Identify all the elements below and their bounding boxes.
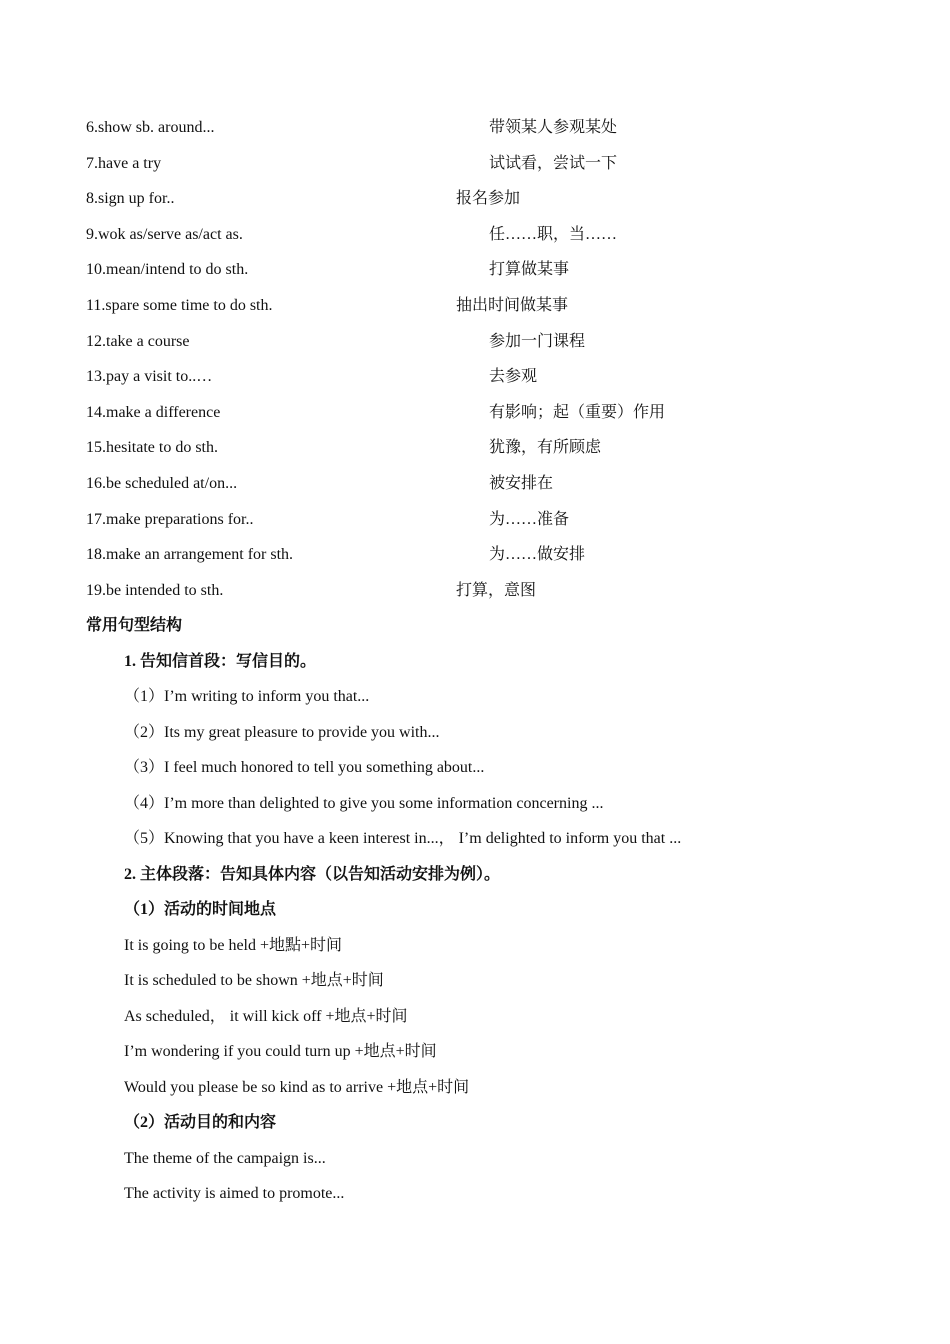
part1-item: （3）I feel much honored to tell you something about... (124, 759, 485, 776)
phrase-english: 18.make an arrangement for sth. (86, 546, 294, 564)
phrase-chinese: 参加一门课程 (489, 332, 586, 350)
part1-heading: 1. 告知信首段：写信目的。 (124, 652, 317, 670)
phrase-row (86, 110, 846, 146)
phrase-english: 14.make a difference (86, 403, 221, 421)
part1-item: （4）I’m more than delighted to give you some information concerning ... (124, 794, 604, 812)
phrase-row (86, 537, 846, 573)
subsection1-item: I’m wondering if you could turn up +地点+时间 (124, 1043, 437, 1060)
phrase-row (86, 181, 846, 217)
phrase-row (86, 573, 846, 609)
phrase-english: 10.mean/intend to do sth. (86, 261, 249, 279)
phrase-english: 12.take a course (86, 332, 190, 350)
phrase-row (86, 395, 846, 431)
phrase-chinese: 抽出时间做某事 (456, 296, 569, 314)
phrase-row (86, 359, 846, 395)
phrase-english: 19.be intended to sth. (86, 581, 224, 599)
phrase-english: 15.hesitate to do sth. (86, 439, 218, 457)
phrase-row (86, 502, 846, 538)
phrase-english: 13.pay a visit to..… (86, 368, 213, 386)
phrase-chinese: 打算，意图 (456, 581, 537, 599)
sentence-patterns-section (86, 608, 886, 1212)
part2-heading: 2. 主体段落：告知具体内容（以告知活动安排为例）。 (124, 865, 501, 883)
phrase-chinese: 带领某人参观某处 (489, 119, 618, 136)
subsection2-item: The theme of the campaign is... (124, 1149, 326, 1167)
phrase-row (86, 288, 846, 324)
phrase-chinese: 为……准备 (489, 510, 570, 528)
subsection1-item: As scheduled， it will kick off +地点+时间 (124, 1007, 408, 1025)
phrase-row (86, 252, 846, 288)
phrase-english: 6.show sb. around... (86, 119, 215, 136)
subsection1-item: It is scheduled to be shown +地点+时间 (124, 972, 384, 989)
phrase-chinese: 被安排在 (489, 474, 554, 492)
part1-item: （5）Knowing that you have a keen interest in...， I’m delighted to inform you that ... (124, 830, 682, 847)
part1-item: （2）Its my great pleasure to provide you with... (124, 723, 440, 741)
phrase-english: 8.sign up for.. (86, 190, 175, 208)
subsection2-item: The activity is aimed to promote... (124, 1185, 345, 1202)
subsection2-heading: （2）活动目的和内容 (124, 1114, 277, 1131)
phrase-english: 11.spare some time to do sth. (86, 296, 273, 314)
phrase-row (86, 466, 846, 502)
phrase-row (86, 146, 846, 182)
phrase-english: 7.have a try (86, 154, 162, 172)
phrase-chinese: 犹豫，有所顾虑 (489, 439, 602, 457)
phrase-english: 9.wok as/serve as/act as. (86, 225, 243, 243)
phrase-english: 17.make preparations for.. (86, 510, 254, 528)
phrase-list (86, 110, 846, 608)
phrase-english: 16.be scheduled at/on... (86, 474, 238, 492)
subsection1-heading: （1）活动的时间地点 (124, 901, 277, 918)
phrase-row (86, 217, 846, 253)
phrase-row (86, 430, 846, 466)
phrase-chinese: 有影响；起（重要）作用 (489, 403, 666, 421)
phrase-chinese: 打算做某事 (489, 261, 570, 279)
section-heading: 常用句型结构 (86, 617, 183, 634)
subsection1-item: Would you please be so kind as to arrive +地点+时间 (124, 1078, 470, 1096)
phrase-row (86, 324, 846, 360)
phrase-chinese: 为……做安排 (489, 546, 586, 564)
part1-item: （1）I’m writing to inform you that... (124, 688, 370, 705)
phrase-chinese: 去参观 (489, 368, 538, 386)
phrase-chinese: 任……职，当…… (489, 225, 618, 243)
subsection1-item: It is going to be held +地點+时间 (124, 936, 343, 954)
phrase-chinese: 报名参加 (456, 190, 521, 208)
phrase-chinese: 试试看，尝试一下 (489, 154, 618, 172)
